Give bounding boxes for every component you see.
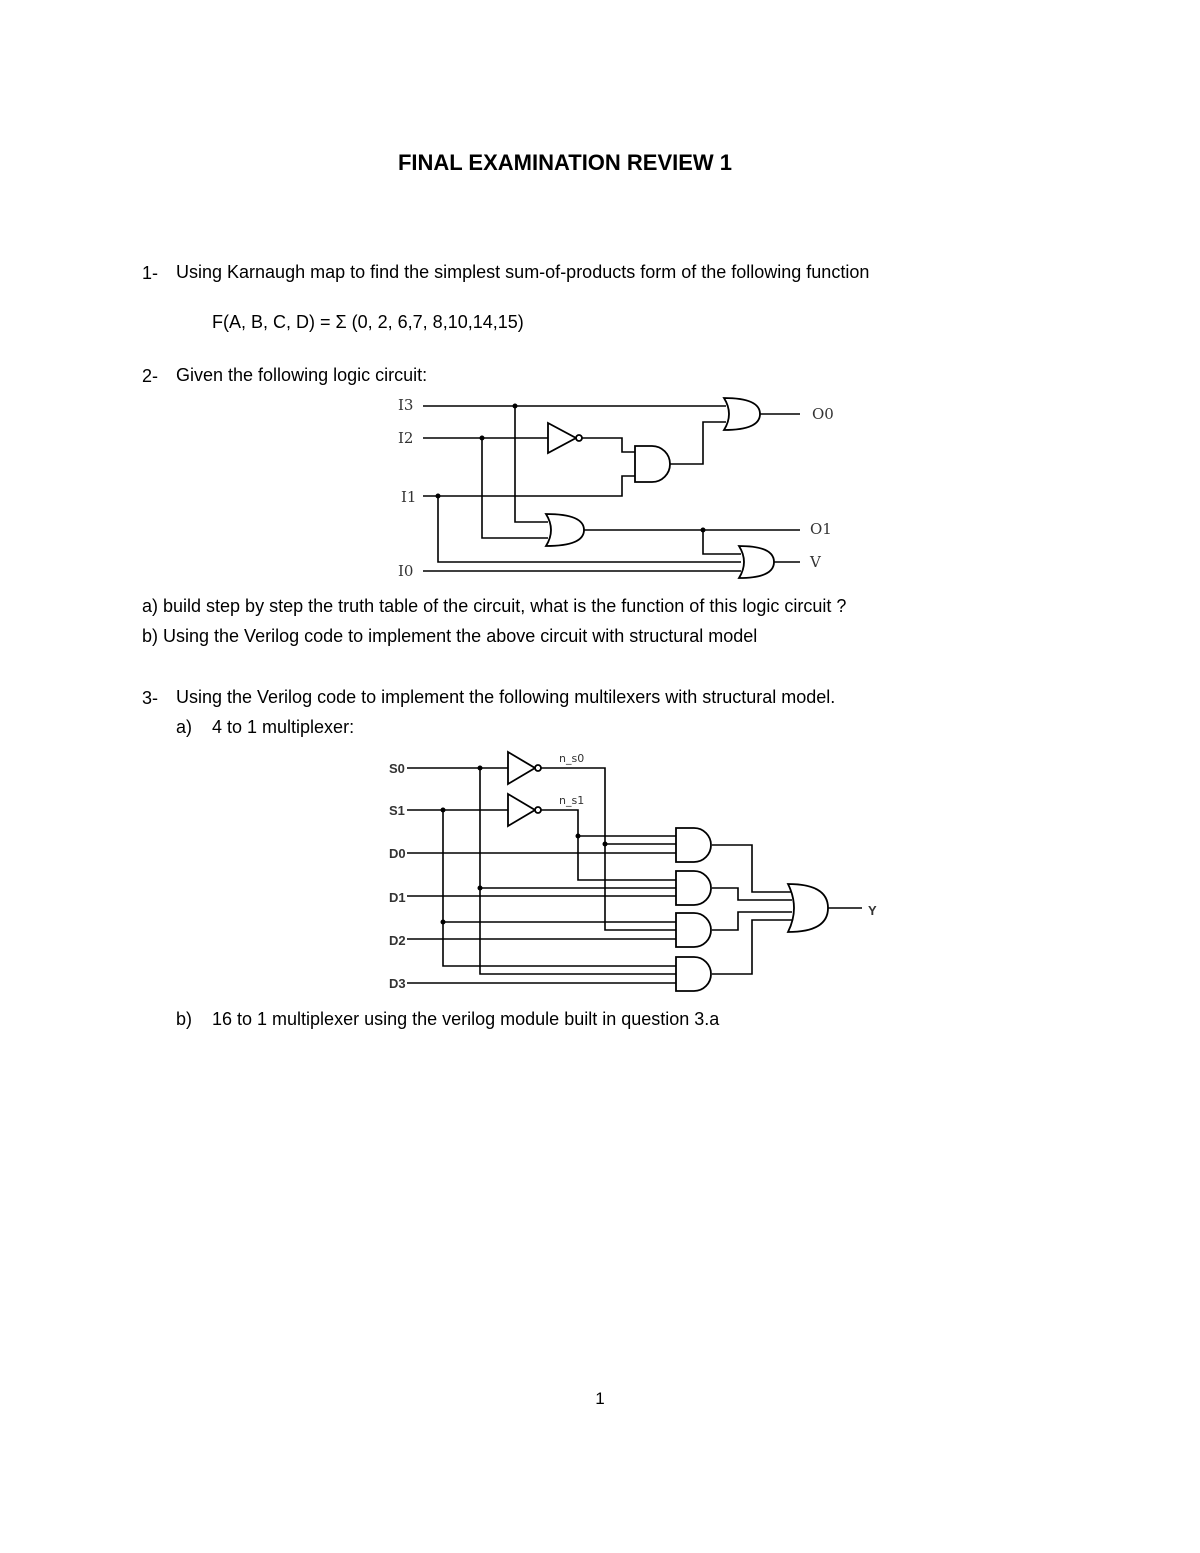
input-label-s1: S1 [389,803,405,818]
not-gate-s1 [508,794,541,826]
output-label-o1: O1 [810,520,832,538]
q2-part-b: b) Using the Verilog code to implement the above circuit with structural model [142,626,758,646]
q2-part-a: a) build step by step the truth table of the circuit, what is the function of this logic circuit ? [142,596,847,616]
input-label-s0: S0 [389,761,405,776]
q3-part-b-label: b) [176,1009,193,1029]
and-gate-3 [676,913,711,947]
label-n-s0: n_s0 [559,752,585,765]
q1-text: Using Karnaugh map to find the simplest sum-of-products form of the following function [176,262,870,282]
q2-text: Given the following logic circuit: [176,365,428,385]
input-label-i3: I3 [398,396,414,414]
q3-number: 3- [142,688,159,708]
input-label-i2: I2 [398,429,414,447]
mux-wires [407,768,862,983]
output-label-y: Y [868,903,877,918]
page-number: 1 [595,1389,605,1408]
input-label-d3: D3 [389,976,406,991]
and-gate-1 [676,828,711,862]
input-label-d2: D2 [389,933,406,948]
input-label-d1: D1 [389,890,406,905]
and-gate-2 [676,871,711,905]
input-label-i0: I0 [398,562,414,580]
or-gate-y [788,884,828,932]
q3-part-a-text: 4 to 1 multiplexer: [212,717,355,737]
input-label-i1: I1 [401,488,417,506]
page-title: FINAL EXAMINATION REVIEW 1 [397,150,733,175]
q3-part-b-text: 16 to 1 multiplexer using the verilog module built in question 3.a [212,1009,720,1029]
mux-junctions [441,766,608,925]
output-label-v: V [810,553,821,571]
output-label-o0: O0 [812,405,834,423]
label-n-s1: n_s1 [559,794,585,807]
q3-text: Using the Verilog code to implement the following multilexers with structural model. [176,687,836,707]
q1-formula: F(A, B, C, D) = Σ (0, 2, 6,7, 8,10,14,15) [212,312,524,332]
q3-part-a-label: a) [176,717,193,737]
not-gate-s0 [508,752,541,784]
and-gate-4 [676,957,711,991]
input-label-d0: D0 [389,846,406,861]
q2-number: 2- [142,366,159,386]
q1-number: 1- [142,263,159,283]
